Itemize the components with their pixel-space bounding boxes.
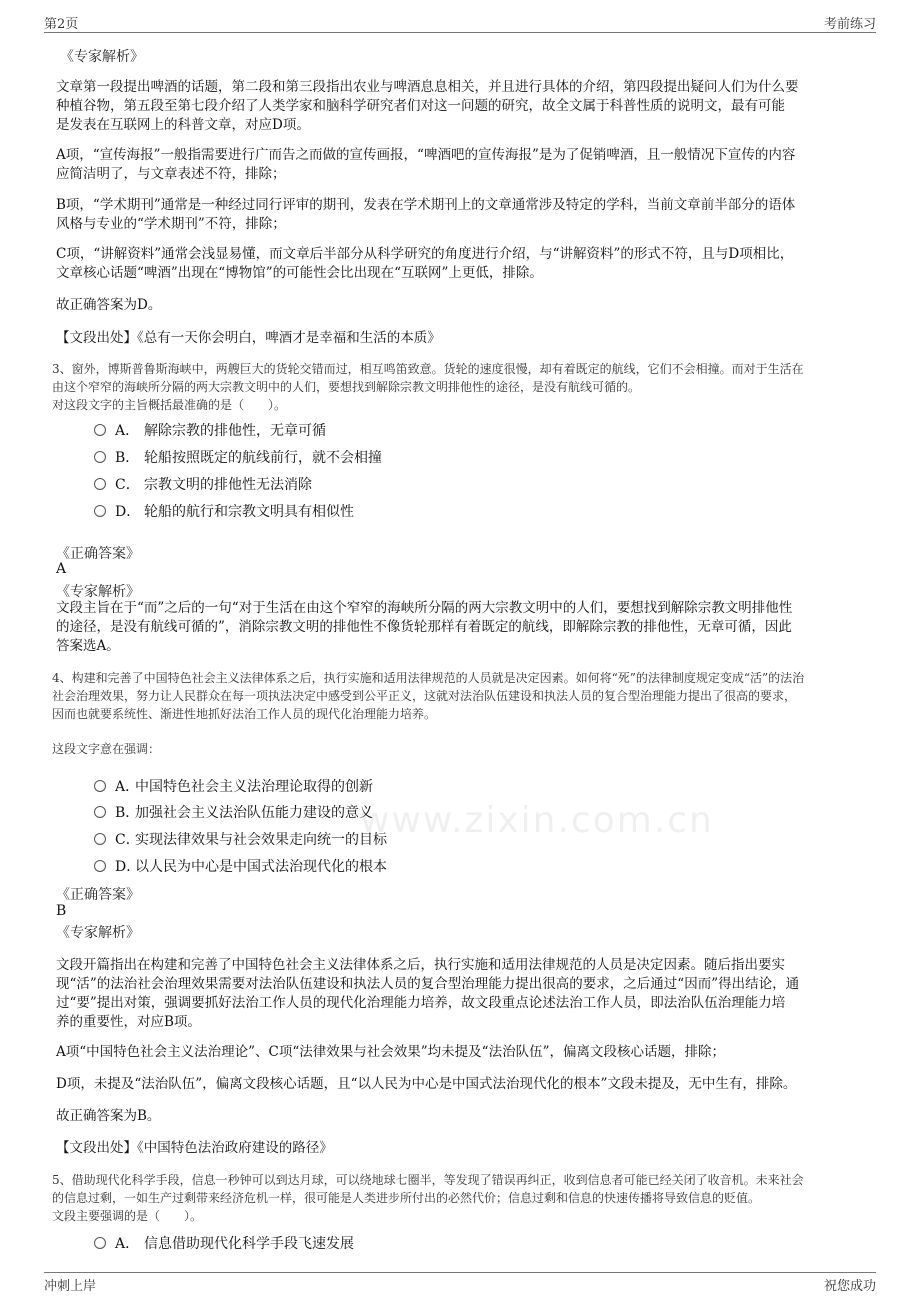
text-line: 社会治理效果，努力让人民群众在每一项执法决定中感受到公平正义，这就对法治队伍建设和执法人员的复合型治理能力提出了很高的要求，: [52, 689, 797, 703]
q4-option-ac-analysis: A项“中国特色社会主义法治理论”、C项“法律效果与社会效果”均未提及“法治队伍”，偏离文段核心话题，排除；: [56, 1044, 725, 1060]
page-header: [44, 12, 876, 33]
text-line: 养的重要性，对应B项。: [56, 1014, 201, 1030]
q2-option-a-analysis: [56, 146, 795, 184]
q4-prompt: 这段文字意在强调：: [52, 742, 161, 756]
radio-button-icon[interactable]: [94, 478, 106, 490]
radio-button-icon[interactable]: [94, 505, 106, 517]
header-title: 考前练习: [823, 17, 876, 32]
q4-option-d-analysis: D项，未提及“法治队伍”，偏离文段核心话题，且“以人民为中心是中国式法治现代化的根本”文段未提及，无中生有，排除。: [56, 1076, 797, 1092]
option-text: 实现法律效果与社会效果走向统一的目标: [135, 832, 387, 848]
option-text: 以人民为中心是中国式法治现代化的根本: [135, 859, 387, 875]
q4-option-b[interactable]: [94, 802, 373, 822]
q2-option-b-analysis: [56, 196, 795, 234]
text-line: 因而也就要系统性、渐进性地抓好法治工作人员的现代化治理能力培养。: [52, 707, 437, 721]
q2-conclusion: 故正确答案为D。: [56, 297, 162, 313]
q3-question-text: [52, 360, 804, 414]
q4-source: 【文段出处】《中国特色法治政府建设的路径》: [56, 1140, 333, 1156]
text-line: 是发表在互联网上的科普文章，对应D项。: [56, 117, 310, 133]
footer-left: 冲刺上岸: [44, 1279, 97, 1294]
radio-button-icon[interactable]: [94, 424, 106, 436]
text-line: 现“活”的法治社会治理效果需要对法治队伍建设和执法人员的复合型治理能力提出很高的要求，之后通过“因而”得出结论，通: [56, 976, 800, 992]
text-line: 文章第一段提出啤酒的话题，第二段和第三段指出农业与啤酒息息相关，并且进行具体的介绍，第四段提出疑问人们为什么要: [56, 79, 799, 95]
option-letter: D．: [115, 859, 141, 875]
text-line: C项，“讲解资料”通常会浅显易懂，而文章后半部分从科学研究的角度进行介绍，与“讲解资料”的形式不符，且与D项相比，: [56, 246, 794, 262]
q3-option-b[interactable]: [94, 447, 382, 467]
q4-question-text: [52, 669, 804, 723]
radio-button-icon[interactable]: [94, 833, 106, 845]
q4-option-d[interactable]: [94, 856, 387, 876]
q2-option-c-analysis: [56, 245, 793, 283]
page-footer: [44, 1272, 876, 1295]
option-letter: A．: [115, 423, 140, 439]
text-line: 应简洁明了，与文章表述不符，排除；: [56, 166, 286, 182]
option-letter: D．: [115, 504, 141, 520]
q3-analysis-label: 《专家解析》: [56, 584, 140, 600]
q3-analysis: [56, 599, 792, 656]
text-line: 5、借助现代化科学手段，信息一秒钟可以到达月球，可以绕地球七圈半，等发现了错误再纠正，收到信息者可能已经关闭了收音机。未来社会: [52, 1173, 804, 1187]
text-line: 文段主旨在于“而”之后的一句“对于生活在由这个窄窄的海峡所分隔的两大宗教文明中的人们，要想找到解除宗教文明排他性: [56, 600, 793, 616]
option-text: 加强社会主义法治队伍能力建设的意义: [135, 805, 373, 821]
text-line: 文段主要强调的是（ ）。: [52, 1209, 203, 1223]
q2-source: 【文段出处】《总有一天你会明白，啤酒才是幸福和生活的本质》: [56, 330, 441, 346]
option-text: 中国特色社会主义法治理论取得的创新: [135, 779, 373, 795]
text-line: 种植谷物，第五段至第七段介绍了人类学家和脑科学研究者们对这一问题的研究，故全文属于科普性质的说明文，最有可能: [56, 98, 785, 114]
q4-option-a[interactable]: [94, 776, 373, 796]
q4-conclusion: 故正确答案为B。: [56, 1108, 161, 1124]
q3-option-d[interactable]: [94, 501, 354, 521]
footer-right: 祝您成功: [823, 1279, 876, 1294]
text-line: 4、构建和完善了中国特色社会主义法律体系之后，执行实施和适用法律规范的人员就是决定因素。如何将“死”的法律制度规定变成“活”的法治: [52, 671, 805, 685]
q4-answer-label: 《正确答案》: [56, 887, 140, 903]
text-line: 的信息过剩，一如生产过剩带来经济危机一样，很可能是人类进步所付出的必然代价；信息过剩和信息的快速传播将导致信息的贬值。: [52, 1191, 761, 1205]
text-line: 过“要”提出对策，强调要抓好法治工作人员的现代化治理能力培养，故文段重点论述法治工作人员，即法治队伍治理能力培: [56, 995, 786, 1011]
text-line: 3、窗外，博斯普鲁斯海峡中，两艘巨大的货轮交错而过，相互鸣笛致意。货轮的速度很慢，却有着既定的航线，它们不会相撞。而对于生活在: [52, 362, 804, 376]
text-line: 由这个窄窄的海峡所分隔的两大宗教文明中的人们，要想找到解除宗教文明排他性的途径，是没有航线可循的。: [52, 380, 641, 394]
option-text: 解除宗教的排他性，无章可循: [144, 423, 326, 439]
option-letter: C．: [115, 832, 140, 848]
text-line: 对这段文字的主旨概括最准确的是（ ）。: [52, 398, 287, 412]
q4-analysis-para: [56, 956, 799, 1032]
option-text: 信息借助现代化科学手段飞速发展: [144, 1236, 354, 1252]
radio-button-icon[interactable]: [94, 806, 106, 818]
text-line: 文段开篇指出在构建和完善了中国特色社会主义法律体系之后，执行实施和适用法律规范的人员是决定因素。随后指出要实: [56, 957, 785, 973]
radio-button-icon[interactable]: [94, 780, 106, 792]
q3-answer: A: [56, 561, 67, 577]
q4-answer: B: [56, 903, 67, 919]
option-letter: A．: [115, 779, 140, 795]
radio-button-icon[interactable]: [94, 860, 106, 872]
text-line: B项，“学术期刊”通常是一种经过同行评审的期刊，发表在学术期刊上的文章通常涉及特定的学科，当前文章前半部分的语体: [56, 197, 796, 213]
q3-option-c[interactable]: [94, 474, 312, 494]
watermark: www.zixin.com.cn: [360, 800, 714, 841]
text-line: 文章核心话题“啤酒”出现在“博物馆”的可能性会比出现在“互联网”上更低，排除。: [56, 265, 543, 281]
text-line: 风格与专业的“学术期刊”不符，排除；: [56, 216, 286, 232]
option-letter: B．: [115, 805, 140, 821]
radio-button-icon[interactable]: [94, 1237, 106, 1249]
option-text: 轮船按照既定的航线前行，就不会相撞: [144, 450, 382, 466]
text-line: 的途径，是没有航线可循的”，消除宗教文明的排他性不像货轮那样有着既定的航线，即解除宗教的排他性，无章可循，因此: [56, 619, 792, 635]
page-number: 第2页: [44, 17, 79, 32]
q5-question-text: [52, 1171, 804, 1225]
option-letter: A．: [115, 1236, 140, 1252]
q3-option-a[interactable]: [94, 420, 326, 440]
q3-answer-label: 《正确答案》: [56, 546, 140, 562]
q4-analysis-label: 《专家解析》: [56, 925, 140, 941]
text-line: 答案选A。: [56, 638, 120, 654]
option-letter: B．: [115, 450, 140, 466]
option-letter: C．: [115, 477, 140, 493]
q2-analysis-label: 《专家解析》: [60, 49, 144, 65]
option-text: 宗教文明的排他性无法消除: [144, 477, 312, 493]
text-line: A项，“宣传海报”一般指需要进行广而告之而做的宣传画报，“啤酒吧的宣传海报”是为了促销啤酒，且一般情况下宣传的内容: [56, 147, 796, 163]
q2-analysis-para: [56, 78, 799, 135]
radio-button-icon[interactable]: [94, 451, 106, 463]
option-text: 轮船的航行和宗教文明具有相似性: [144, 504, 354, 520]
q5-option-a[interactable]: [94, 1233, 354, 1253]
q4-option-c[interactable]: [94, 829, 387, 849]
